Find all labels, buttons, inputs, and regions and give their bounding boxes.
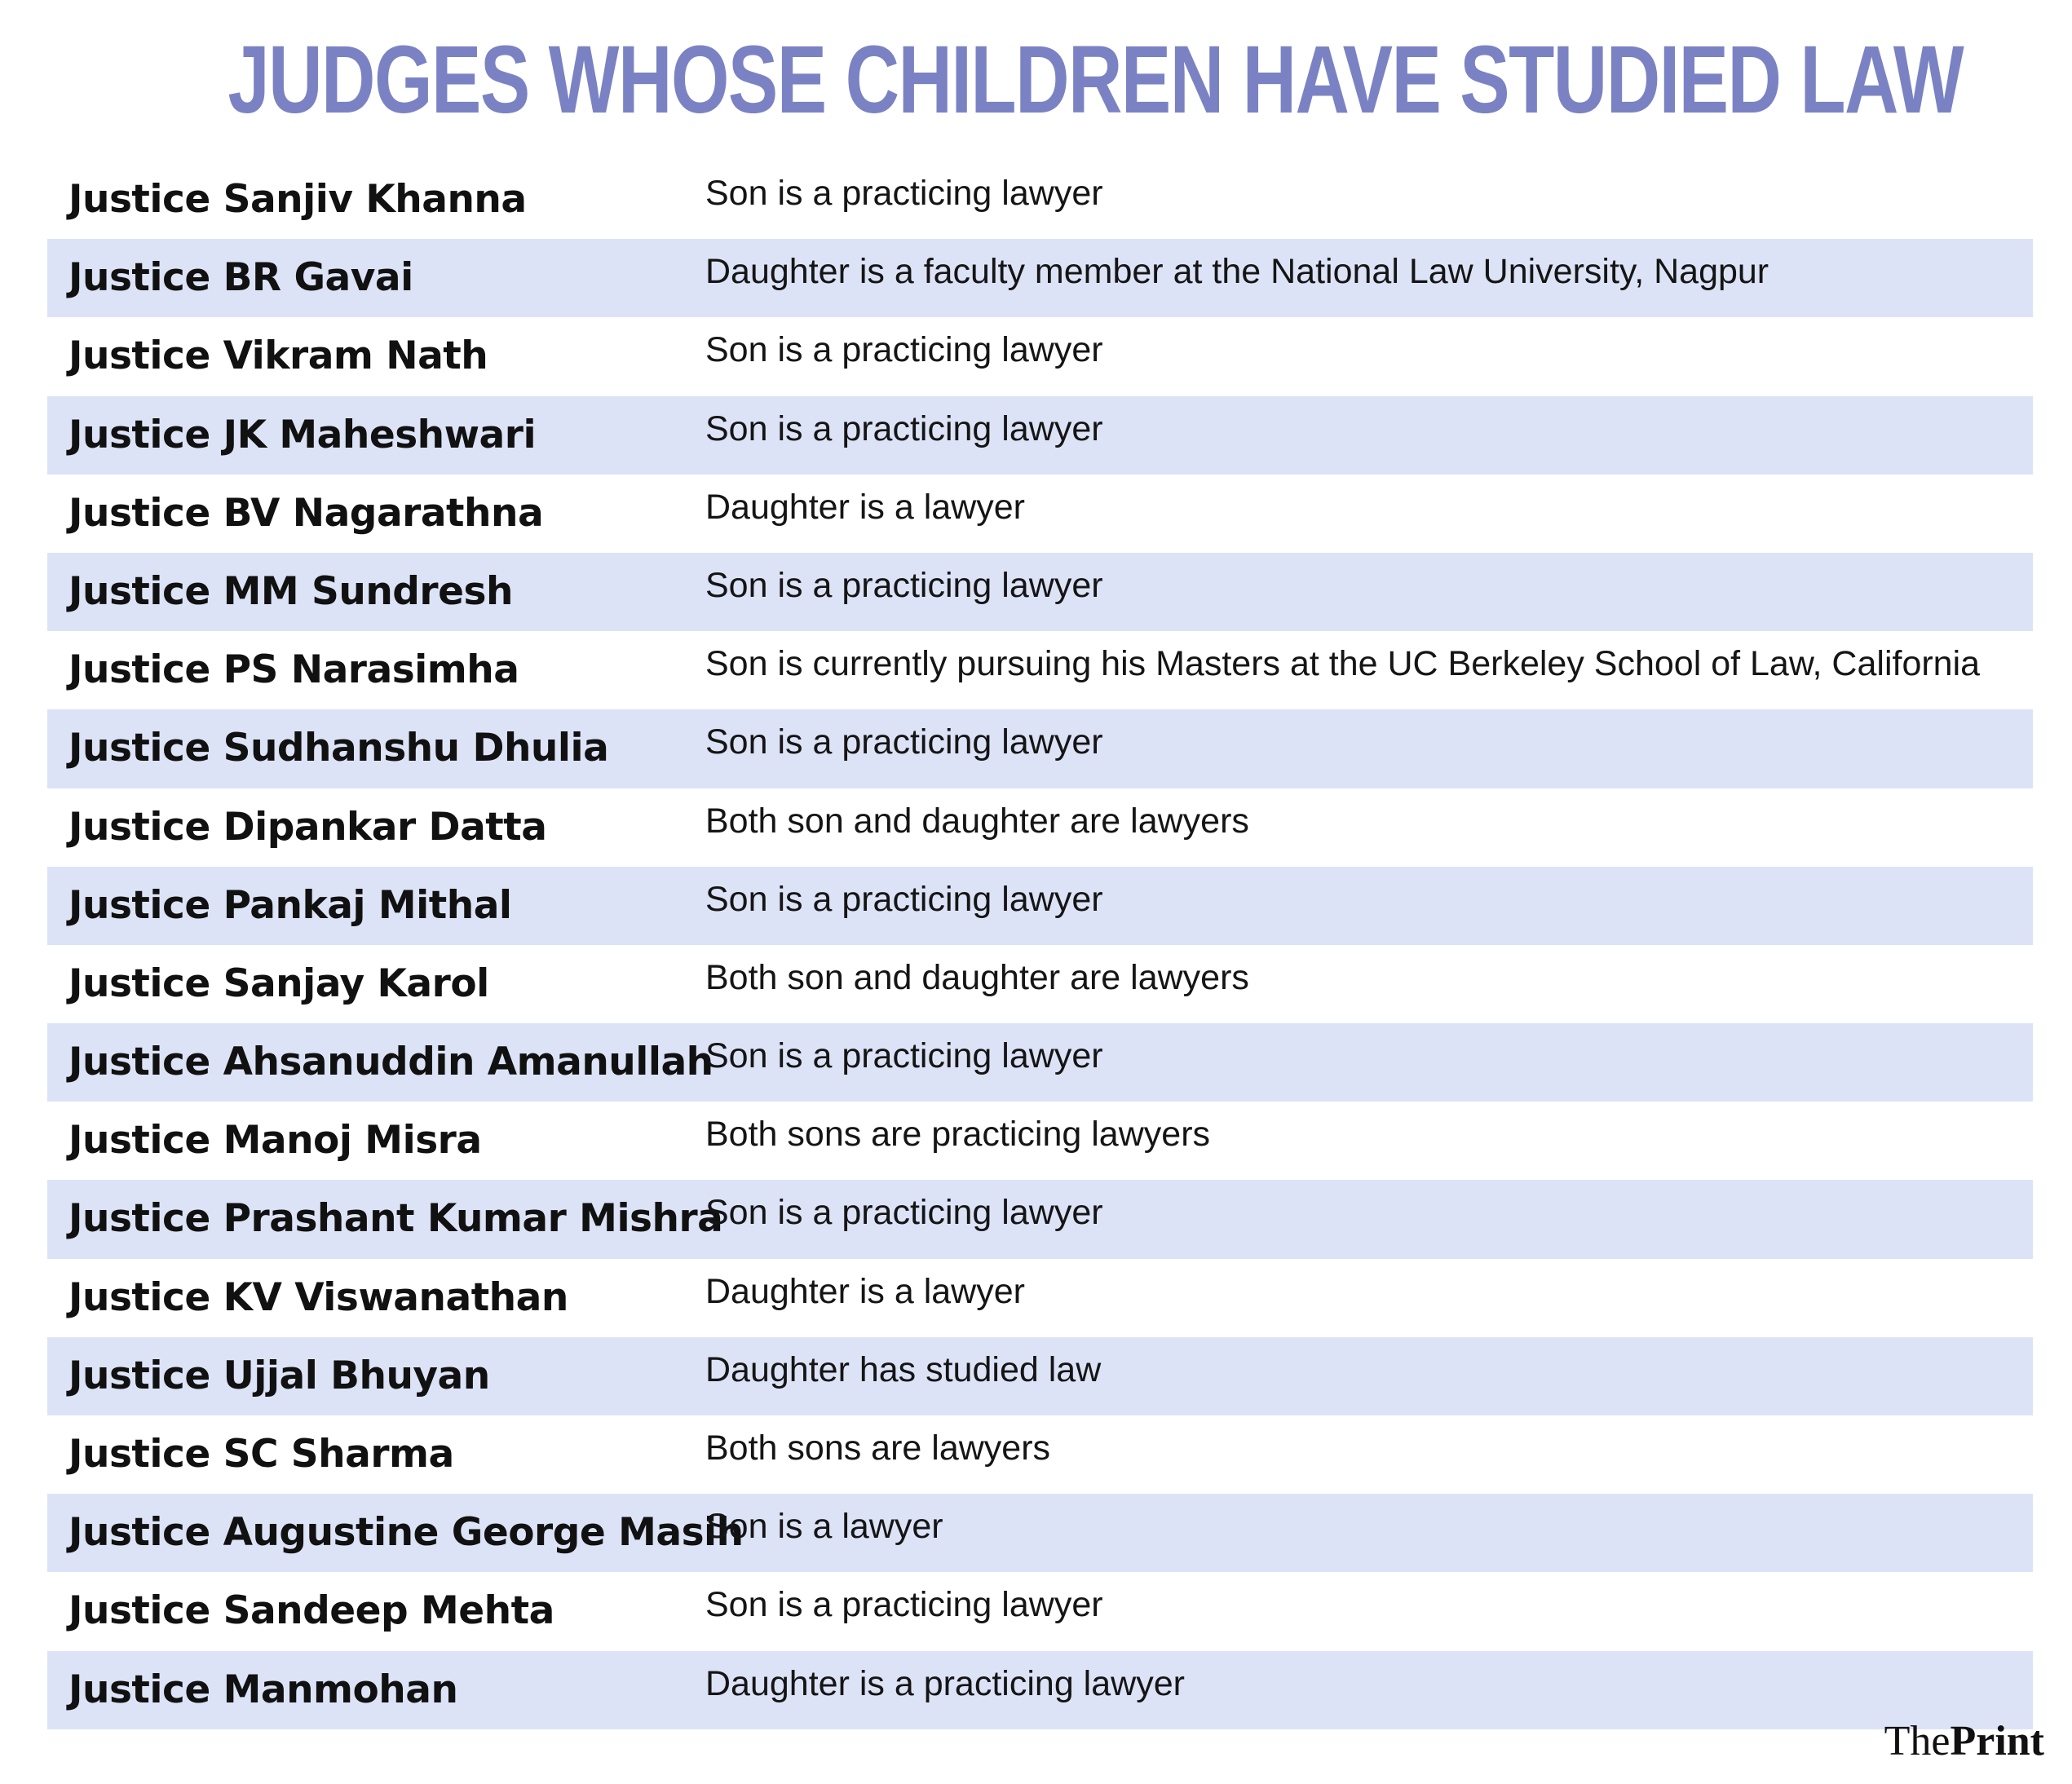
table-row bbox=[47, 1572, 2033, 1650]
judge-name: Justice Vikram Nath bbox=[68, 333, 488, 379]
judge-name: Justice Manmohan bbox=[68, 1667, 458, 1712]
theprint-logo bbox=[1884, 1719, 2044, 1764]
table-row bbox=[47, 396, 2033, 475]
child-detail: Daughter is a faculty member at the National Law University, Nagpur bbox=[705, 252, 1769, 292]
judge-name: Justice Manoj Misra bbox=[68, 1118, 482, 1164]
table-row bbox=[47, 1337, 2033, 1415]
judge-name: Justice BR Gavai bbox=[68, 255, 413, 301]
child-detail: Son is a practicing lawyer bbox=[705, 1585, 1103, 1625]
judge-name: Justice Ujjal Bhuyan bbox=[68, 1353, 490, 1398]
table-row bbox=[47, 788, 2033, 867]
judge-name: Justice Sudhanshu Dhulia bbox=[68, 726, 609, 771]
child-detail: Son is a practicing lawyer bbox=[705, 330, 1103, 370]
table-row bbox=[47, 239, 2033, 317]
table-row bbox=[47, 631, 2033, 709]
judge-name: Justice Sanjay Karol bbox=[68, 960, 489, 1006]
judges-table bbox=[47, 161, 2033, 1729]
judge-name: Justice BV Nagarathna bbox=[68, 490, 544, 536]
judge-name: Justice JK Maheshwari bbox=[68, 412, 537, 457]
judge-name: Justice SC Sharma bbox=[68, 1432, 454, 1477]
table-row bbox=[47, 709, 2033, 788]
child-detail: Son is a practicing lawyer bbox=[705, 1193, 1103, 1233]
child-detail: Son is a practicing lawyer bbox=[705, 879, 1103, 919]
child-detail: Daughter is a lawyer bbox=[705, 1271, 1025, 1311]
table-row bbox=[47, 1494, 2033, 1572]
child-detail: Daughter is a practicing lawyer bbox=[705, 1663, 1185, 1703]
logo-prefix: The bbox=[1884, 1718, 1951, 1764]
table-row bbox=[47, 945, 2033, 1023]
table-row bbox=[47, 317, 2033, 395]
child-detail: Son is a practicing lawyer bbox=[705, 174, 1103, 213]
child-detail: Both sons are practicing lawyers bbox=[705, 1115, 1211, 1155]
child-detail: Both son and daughter are lawyers bbox=[705, 957, 1249, 997]
table-row bbox=[47, 1651, 2033, 1729]
table-row bbox=[47, 1102, 2033, 1180]
child-detail: Son is a practicing lawyer bbox=[705, 408, 1103, 448]
child-detail: Son is a practicing lawyer bbox=[705, 722, 1103, 762]
judge-name: Justice Pankaj Mithal bbox=[68, 882, 512, 928]
table-row bbox=[47, 1023, 2033, 1102]
judge-name: Justice KV Viswanathan bbox=[68, 1274, 568, 1320]
table-row bbox=[47, 1180, 2033, 1258]
judge-name: Justice Ahsanuddin Amanullah bbox=[68, 1040, 713, 1085]
judge-name: Justice Prashant Kumar Mishra bbox=[68, 1196, 723, 1242]
child-detail: Both son and daughter are lawyers bbox=[705, 801, 1249, 841]
judge-name: Justice MM Sundresh bbox=[68, 568, 513, 614]
child-detail: Son is a practicing lawyer bbox=[705, 565, 1103, 605]
table-row bbox=[47, 161, 2033, 239]
judge-name: Justice PS Narasimha bbox=[68, 647, 519, 693]
table-row bbox=[47, 1259, 2033, 1337]
table-row bbox=[47, 475, 2033, 553]
judge-name: Justice Sanjiv Khanna bbox=[68, 177, 527, 222]
table-row bbox=[47, 867, 2033, 945]
judge-name: Justice Sandeep Mehta bbox=[68, 1588, 554, 1634]
page-title: JUDGES WHOSE CHILDREN HAVE STUDIED LAW bbox=[228, 26, 1964, 134]
table-row bbox=[47, 1415, 2033, 1494]
child-detail: Both sons are lawyers bbox=[705, 1429, 1051, 1468]
child-detail: Daughter is a lawyer bbox=[705, 487, 1025, 527]
child-detail: Son is currently pursuing his Masters at the UC Berkeley School of Law, California bbox=[705, 644, 1981, 684]
child-detail: Daughter has studied law bbox=[705, 1349, 1102, 1389]
judge-name: Justice Augustine George Masih bbox=[68, 1510, 744, 1556]
child-detail: Son is a practicing lawyer bbox=[705, 1036, 1103, 1076]
table-row bbox=[47, 553, 2033, 631]
judge-name: Justice Dipankar Datta bbox=[68, 804, 547, 850]
logo-suffix: Print bbox=[1950, 1718, 2044, 1764]
child-detail: Son is a lawyer bbox=[705, 1507, 943, 1547]
